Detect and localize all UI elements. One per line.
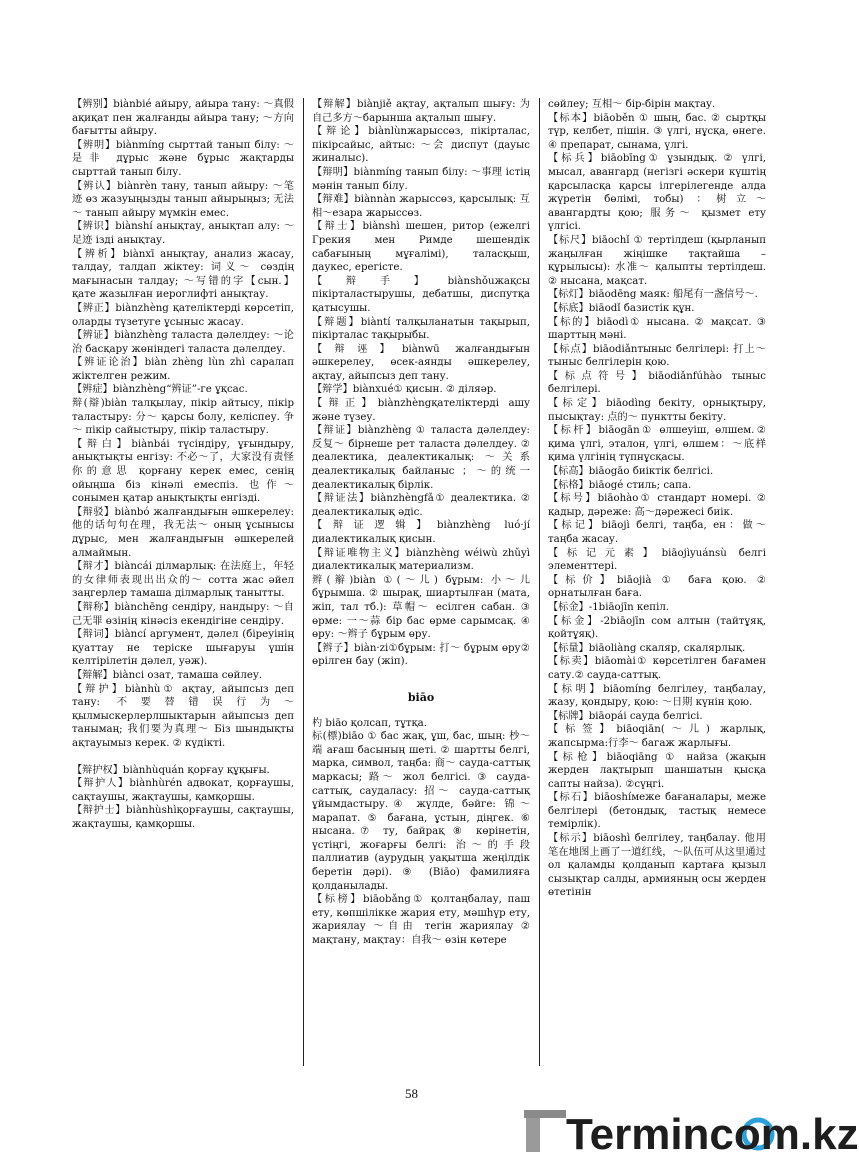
- dictionary-entry: 辩(辯)biàn талқылау, пікір айтысу, пікір таластыру: 分～ қарсы болу, келіспеу. 争～ пікір сайыстыру, пікір таластыру.: [72, 398, 294, 437]
- column-left: [72, 98, 294, 831]
- dictionary-entry: 【标记】biāojì белгі, таңба, ен：做～ таңба жасау.: [548, 520, 766, 545]
- dictionary-entry: 【标高】biāogāo биіктік белгісі.: [548, 466, 714, 478]
- dictionary-entry: 【辩证逻辑】biànzhèng luó·jí диалектикалық қисын.: [312, 520, 530, 545]
- dictionary-entry: 【辨认】biànrèn тану, танып айыру: ～笔迹 өз жазуыңызды танып айырыңыз; 无法～ танып айыру мүмкін емес.: [72, 180, 294, 219]
- dictionary-entry: 【标号】biāohào① стандарт номері. ② қадыр, дәреже: 高～дәрежесі биік.: [548, 493, 766, 518]
- column-middle: [312, 98, 530, 948]
- dictionary-entry: 辫(辮)biàn ①(～儿) бұрым: 小～儿 бұрымша. ② шырақ, шиартылған (мата, жіп, тал тб.): 草帽～ есілген сабан. ③ өрме: 一～蒜 бір бас өрме сарымсақ. ④ өру: ～辫子 бұрым өру.: [312, 574, 530, 641]
- dictionary-entry: 【标明】biāomíng белгілеу, таңбалау, жазу, қондыру, қою: ～日期 күнін қою.: [548, 683, 766, 709]
- dictionary-entry: 【辩解】biànjiě ақтау, ақталып шығу: 为自己多方～барынша ақталып шығу.: [312, 99, 530, 124]
- dictionary-entry: 【标石】biāoshíмеже бағаналары, меже белгілері (бетондық, тастық немесе темірлік).: [548, 792, 766, 831]
- dictionary-entry: 【标牌】biāopái сауда белгісі.: [548, 710, 703, 722]
- dictionary-entry: 【辨析】biànxī анықтау, анализ жасау, талдау, талдап жіктеу: 词义～ сөздің мағынасын талдау; ～写错的字【сын.】 қате жазылған иероглифті анықтау.: [72, 248, 294, 301]
- dictionary-entry: 【标价】biāojià ① баға қою. ② орнатылған баға.: [548, 574, 766, 600]
- dictionary-entry: 【辨正】biànzhèng қателіктерді көрсетіп, оларды түзетуге ұсыныс жасау.: [72, 302, 294, 328]
- dictionary-entry: 【辫子】biàn·zi①бұрым: 打～ бұрым өру② өрілген бау (жіп).: [312, 642, 530, 668]
- dictionary-entry: 【标杆】biāogān① өлшеуіш, өлшем.② қима үлгі, эталон, үлгі, өлшем：～底样 қима үлгінің түпнұсқасы.: [548, 425, 766, 464]
- dictionary-entry: 【辩正】biànzhèngқателіктерді ашу және түзеу.: [312, 398, 530, 423]
- page-number: 58: [405, 1086, 418, 1101]
- dictionary-entry: 【辩驳】biànbó жалғандығын әшкерелеу: 他的话句句在理，我无法～ оның ұсынысы дұрыс, мен жалғандығын әшкерелей алмаймын.: [72, 506, 294, 559]
- dictionary-entry: 【辩证法】biànzhèngfǎ① деалектика. ② деалектикалық әдіс.: [312, 493, 530, 518]
- dictionary-entry: 【标签】biāoqiān(～儿) жарлық, жапсырма:行李～ багаж жарлығы.: [548, 724, 766, 749]
- termincom-logo: [522, 1104, 859, 1164]
- dictionary-entry: 【标点】biāodiǎnтыныс белгілері: 打上～ тыныс белгілерін қою.: [548, 343, 766, 369]
- dictionary-entry: 【辩称】biànchēng сендіру, нандыру: ～自己无罪 өзінің кінәсіз екендігіне сендіру.: [72, 601, 294, 627]
- dictionary-entry: 【辩护士】biànhùshìқорғаушы, сақтаушы, жақтаушы, қамқоршы.: [72, 805, 294, 830]
- dictionary-entry: 【标点符号】biāodiǎnfúhào тыныс белгілері.: [548, 370, 766, 396]
- dictionary-entry: 【辩论】biànlùnжарыссөз, пікірталас, пікірсайыс, айтыс: ～会 диспут (дауыс жиналыс).: [312, 126, 530, 165]
- dictionary-entry: 【辩明】biànmíng танып білу: ～事理 істің мәнін танып білу.: [312, 166, 530, 192]
- dictionary-entry: 【辩学】biànxué① қисын. ② діляәр.: [312, 384, 497, 396]
- dictionary-entry: 【辩士】biànshì шешен, ритор (ежелгі Грекия мен Римде шешендік сабағының мұғалімі), таласқыш, даукес, ерегісте.: [312, 221, 530, 274]
- dictionary-entry: 【辩护】biànhù① ақтау, айыпсыз деп тану: 不要替错误行为～ қылмыскерлерлшыктарын айыпсыз деп танымаң; 我们要为真理～ Біз шындықты ақтауымыз керек. ② күдікті.: [72, 683, 294, 749]
- dictionary-entry: 标(標)biāo ① бас жақ, ұш, бас, шың: 杪～端 ағаш басының шеті. ② шартты белгі, марка, символ, таңба: 商～ сауда-саттық маркасы; 路～ жол белгісі. ③ сауда-саттық, саудаласу: 招～ сауда-саттық ұйымдастыру.④ жүлде, бәйге: 锦～ марапат. ⑤ бағана, ұстын, діңгек. ⑥ нысана.⑦ ту, байрақ ⑧ көрінетін, үстіңгі, жоғарғы белгі: 治～的手段 паллиатив (аурудың уақытша жеңілдік беретін дәрі). ⑨ (Biāo) фамилияға қолданылады.: [312, 731, 530, 892]
- dictionary-entry: 【辩手】biànshǒuжақсы пікірталастырушы, дебатшы, диспутқа қатысушы.: [312, 275, 530, 314]
- dictionary-entry: 【辨证论治】biàn zhèng lùn zhì саралап жіктелген режим.: [72, 357, 294, 382]
- dictionary-entry: 【辩证唯物主义】biànzhèng wéiwù zhǔyì диалектикалық материализм.: [312, 547, 530, 573]
- logo-text: Termincom.kz: [566, 1110, 859, 1159]
- dictionary-entry: 【标底】biāodǐ базистік құн.: [548, 302, 695, 314]
- dictionary-entry: сөйлеу; 互相～ бір-бірін мақтау.: [548, 99, 716, 110]
- dictionary-entry: 【标尺】biāochǐ ① тертілдеш (қырланып жаңылған жіңішке тақтайша – құрылысы): 水准～ қалыпты тертілдеш. ② нысана, мақсат.: [548, 234, 766, 287]
- section-heading: biāo: [407, 690, 435, 704]
- dictionary-entry: 【辨证】biànzhèng таласта дәлелдеу: ～论治 басқару жөніндегі таласта дәлелдеу.: [72, 330, 294, 355]
- dictionary-entry: 【辩解】biànci озат, тамаша сөйлеу.: [72, 669, 263, 681]
- dictionary-entry: 【标示】biāoshì белгілеу, таңбалау. 他用笔在地图上画了一道红线，～队伍可从这里通过 ол қаламды қолданып картаға қызыл сызықтар салды, армияның осы жерден өтетінін: [548, 833, 766, 899]
- column-divider: [539, 98, 540, 1066]
- dictionary-entry: 【辩白】biànbái түсіндіру, ұғындыру, анықтықты енгізу: 不必～了，大家没有责怪你的意思 қорғану керек емес, сенің ойыңша біз кінәлі емеспіз. 也作～ сонымен қатар анықтықты енгізді.: [72, 438, 294, 505]
- dictionary-entry: 【标定】biāodìng бекіту, орнықтыру, пысықтау: 点的～ пунктты бекіту.: [548, 398, 766, 423]
- dictionary-entry: 【辩难】biànnàn жарыссөз, қарсылық: 互相～езара жарыссөз.: [312, 194, 530, 219]
- column-divider: [303, 98, 304, 1066]
- dictionary-entry: 【标金】-2biāojīn сом алтын (тайтұяқ, қойтұяқ).: [548, 615, 766, 641]
- dictionary-entry: 【标格】biāogé стиль; сапа.: [548, 479, 692, 491]
- dictionary-entry: 【标金】-1biāojīn кепіл.: [548, 601, 670, 613]
- dictionary-entry: 【辩才】biàncái ділмарлық: 在法庭上，年轻的女律师表现出出众的～ сотта жас әйел заңгерлер тамаша ділмарлық танытты.: [72, 561, 294, 600]
- dictionary-entry: 【标榜】biāobǎng① қолтаңбалау, паш ету, көпшілікке жария ету, мәшһүр ету, жариялау ～自由 тегін жариялау ② мақтану, мақтау：自我～ өзін көтере: [312, 894, 530, 947]
- dictionary-entry: 【辨症】biànzhèng“辨证”-ге ұқсас.: [72, 384, 248, 396]
- dictionary-entry: 【辨明】biànmíng сырттай танып білу: ～是非 дұрыс және бұрыс жақтарды сырттай танып білу.: [72, 139, 294, 178]
- dictionary-entry: 【标量】biāoliàng скаляр, скалярлық.: [548, 642, 746, 654]
- dictionary-entry: 【标兵】biāobīng① ұзындық. ② үлгі, мысал, авангард (негізгі әскери күштің қарсыласқа қарсы ілгерілегенде алда жүретін бөлімі, тобы) ：树立～ авангардты қою; 服务～ қызмет ету үлгісі.: [548, 153, 766, 233]
- dictionary-entry: 【标灯】biāodēng маяк: 船尾有一盏信号～.: [548, 289, 758, 301]
- dictionary-entry: 【辩护人】biànhùrén адвокат, қорғаушы, сақтаушы, жақтаушы, қамқоршы.: [72, 778, 294, 803]
- dictionary-entry: 【辨别】biànbié айыру, айыра тану: ～真假 ақиқат пен жалғанды айыра тану; ～方向 бағытты айыру.: [72, 99, 294, 138]
- column-right: [548, 98, 766, 900]
- dictionary-entry: 【标枪】biāoqiāng ① найза (жақын жерден лақтырып шаншатын қысқа сапты найза). ②сүңгі.: [548, 751, 766, 790]
- dictionary-entry: 【辩诬】biànwū жалғандығын әшкерелеу, өсек-аянды әшкерелеу, ақтау, айыпсыз деп тану.: [312, 343, 530, 382]
- dictionary-entry: 【辩证】biànzhèng ① таласта дәлелдеу: 反复～ бірнеше рет таласта дәлелдеу. ② деалектика, деалектикалық: ～关系 деалектикалық байланыс ；～的统一 деалектикалық бірлік.: [312, 425, 530, 491]
- dictionary-entry: 杓 biāo қолсап, тұтқа.: [312, 717, 427, 729]
- dictionary-entry: 【标的】biāodì① нысана. ② мақсат. ③ шарттың мәні.: [548, 316, 766, 342]
- dictionary-entry: 【标本】biāoběn ① шың, бас. ② сыртқы түр, келбет, пішін. ③ үлгі, нұсқа, өнеге. ④ препарат, сынама, үлгі.: [548, 112, 766, 151]
- dictionary-entry: 【辩护权】biànhùquán қорғау құқығы.: [72, 764, 270, 776]
- dictionary-entry: 【辩词】biàncí аргумент, дәлел (біреуінің қуаттау не теріске шығаруы үшін келтірілетін дәлел, уәж).: [72, 629, 294, 668]
- dictionary-entry: 【标记元素】biāojìyuánsù белгі элементтері.: [548, 547, 766, 573]
- dictionary-entry: 【标卖】biāomài① көрсетілген бағамен сату.② сауда-саттық.: [548, 656, 766, 681]
- dictionary-entry: 【辩题】biàntí талқыланатын тақырып, пікірталас тақырыбы.: [312, 316, 530, 342]
- dictionary-entry: 【辨识】biànshí анықтау, анықтап алу: ～足迹 ізді анықтау.: [72, 221, 294, 246]
